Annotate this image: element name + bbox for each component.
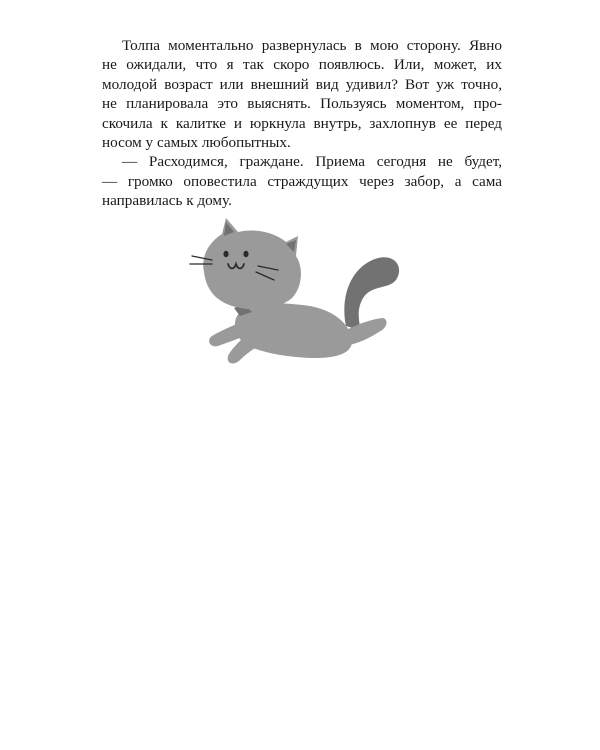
text-line: — громко оповестила страждущих через забор, а сама (102, 172, 502, 190)
text-line: носом у самых любопытных. (102, 134, 291, 152)
cat-head (203, 218, 301, 309)
text-line: Толпа моментально развернулась в мою сторону. Явно (122, 37, 502, 54)
cat-tail (344, 257, 399, 330)
text-line: молодой возраст или внешний вид удивил? Вот уж точно, (102, 75, 502, 93)
text-line: скочила к калитке и юркнула внутрь, захлопнув ее перед (102, 114, 502, 132)
cat-eye-left (223, 251, 228, 257)
text-line: не ожидали, что я так скоро появлюсь. Или, может, их (102, 56, 502, 74)
paragraph-2 (102, 152, 502, 210)
paragraph-1 (102, 36, 502, 152)
text-block (102, 36, 502, 211)
text-line: не планировала это выяснять. Пользуясь моментом, про- (102, 95, 502, 113)
text-line: — Расходимся, граждане. Приема сегодня не будет, (122, 153, 502, 171)
cat-icon (182, 214, 404, 366)
cat-eye-right (243, 251, 248, 257)
text-line: направилась к дому. (102, 192, 232, 210)
